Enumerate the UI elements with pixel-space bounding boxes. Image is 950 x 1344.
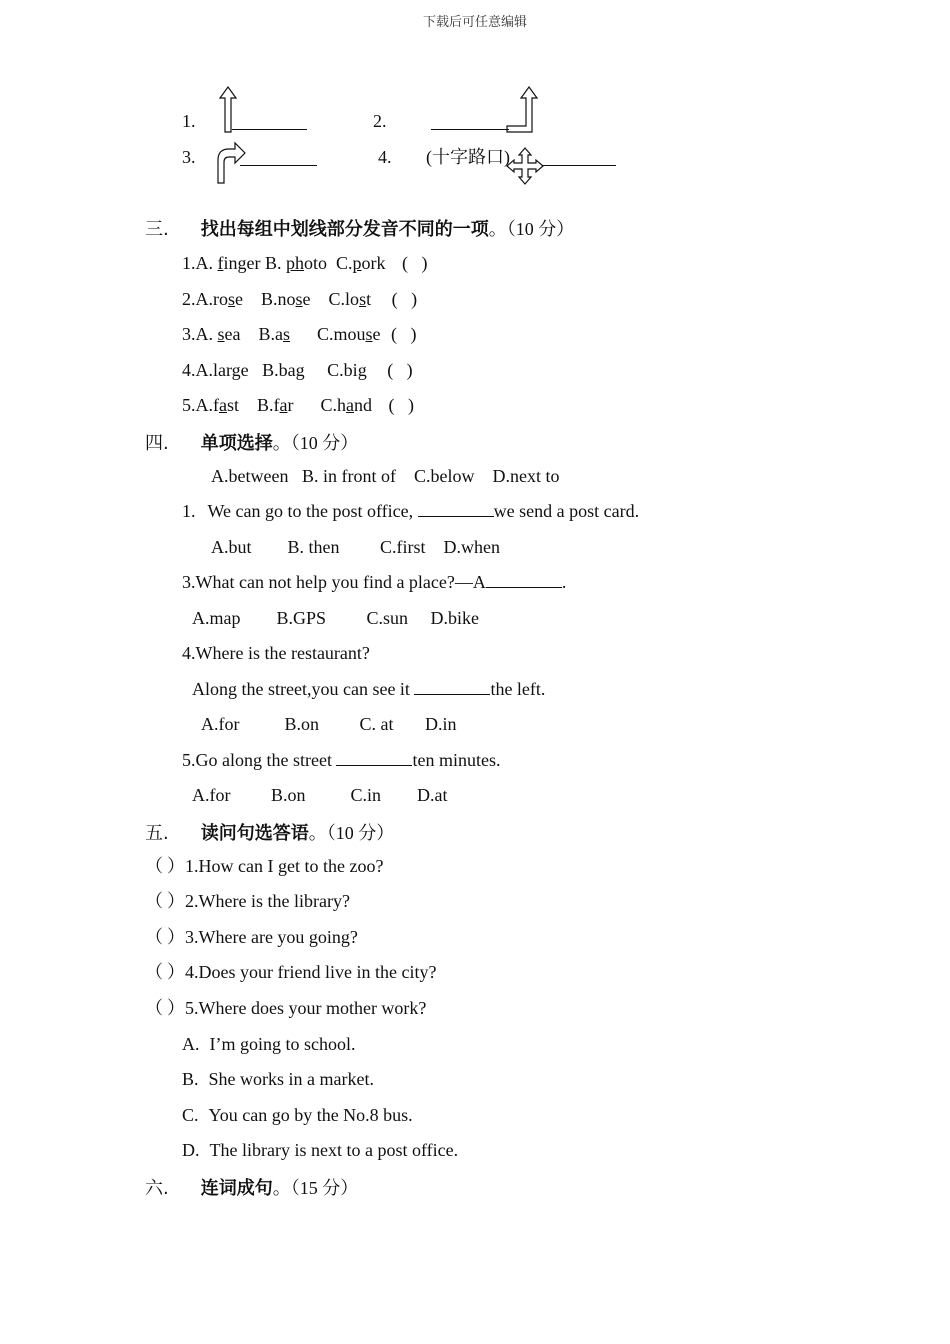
choice-question-5: 5.Go along the street ten minutes. <box>182 750 501 770</box>
match-question-4: （ ）4.Does your friend live in the city? <box>145 962 437 982</box>
crossroad-arrow-icon <box>506 147 544 185</box>
arrow-item-2-number: 2. <box>373 111 387 131</box>
choice-question-4: 4.Where is the restaurant? <box>182 643 370 663</box>
section-4-title: 单项选择 <box>200 433 273 454</box>
section-4-score: 。（10 分） <box>272 433 359 453</box>
choice-question-3: 3.What can not help you find a place?—A . <box>182 572 567 592</box>
arrow-item-4-number: 4. <box>378 147 392 167</box>
answer-blank[interactable] <box>414 678 490 695</box>
answer-blank[interactable] <box>486 571 562 588</box>
answer-paren[interactable]: ( ) <box>402 253 428 273</box>
section-5-number: 五. <box>145 823 169 844</box>
match-question-5: （ ）5.Where does your mother work? <box>145 998 427 1018</box>
phonics-question-1: 1.A. finger B. photo C.pork ( ) <box>182 253 428 273</box>
match-answer-d: D. The library is next to a post office. <box>182 1140 459 1160</box>
match-question-1: （ ）1.How can I get to the zoo? <box>145 856 384 876</box>
choice-options-0: A.between B. in front of C.below D.next to <box>211 466 560 486</box>
section-6-heading <box>145 1174 358 1200</box>
choice-options-1: A.but B. then C.first D.when <box>211 537 500 557</box>
match-answer-a: A. I’m going to school. <box>182 1034 356 1054</box>
choice-options-4: A.for B.on C. at D.in <box>201 714 457 734</box>
crossroad-label: (十字路口) <box>426 147 510 167</box>
section-3-title: 找出每组中划线部分发音不同的一项 <box>200 219 489 240</box>
answer-blank[interactable] <box>418 500 494 517</box>
section-3-score: 。（10 分） <box>488 219 575 239</box>
arrow-answer-blank-4[interactable] <box>542 146 616 166</box>
phonics-question-3: 3.A. sea B.as C.mouse ( ) <box>182 324 417 344</box>
choice-question-1: 1. We can go to the post office, we send a post card. <box>182 501 640 521</box>
arrow-item-1-number: 1. <box>182 111 196 131</box>
arrow-item-3-number: 3. <box>182 147 196 167</box>
section-6-number: 六. <box>145 1178 169 1199</box>
choice-options-5: A.for B.on C.in D.at <box>192 785 448 805</box>
phonics-question-4: 4.A.large B.bag C.big ( ) <box>182 360 413 380</box>
section-6-score: 。（15 分） <box>272 1178 359 1198</box>
arrow-answer-blank-2[interactable] <box>431 110 509 130</box>
section-3-number: 三. <box>145 219 169 240</box>
section-3-heading <box>145 215 574 241</box>
choice-options-3: A.map B.GPS C.sun D.bike <box>192 608 480 628</box>
right-turn-up-arrow-icon <box>506 86 540 134</box>
answer-blank[interactable] <box>336 749 412 766</box>
arrow-answer-blank-1[interactable] <box>232 110 307 130</box>
phonics-question-5: 5.A.fast B.far C.hand ( ) <box>182 395 415 415</box>
section-6-title: 连词成句 <box>200 1178 273 1199</box>
answer-paren[interactable]: ( ) <box>391 324 417 344</box>
answer-paren[interactable]: ( ) <box>391 289 418 309</box>
answer-paren[interactable]: ( ) <box>387 360 413 380</box>
section-5-score: 。（10 分） <box>308 823 395 843</box>
phonics-question-2: 2.A.rose B.nose C.lost ( ) <box>182 289 418 309</box>
choice-question-4-sentence: Along the street,you can see it the left. <box>192 679 546 699</box>
answer-paren[interactable]: ( ) <box>388 395 415 415</box>
section-4-number: 四. <box>145 433 169 454</box>
section-5-heading <box>145 819 394 845</box>
match-answer-b: B. She works in a market. <box>182 1069 374 1089</box>
match-answer-c: C. You can go by the No.8 bus. <box>182 1105 413 1125</box>
section-5-title: 读问句选答语 <box>200 823 309 844</box>
match-question-3: （ ）3.Where are you going? <box>145 927 358 947</box>
section-4-heading <box>145 429 358 455</box>
match-question-2: （ ）2.Where is the library? <box>145 891 350 911</box>
page-header: 下载后可任意编辑 <box>422 15 527 30</box>
arrow-answer-blank-3[interactable] <box>240 146 317 166</box>
